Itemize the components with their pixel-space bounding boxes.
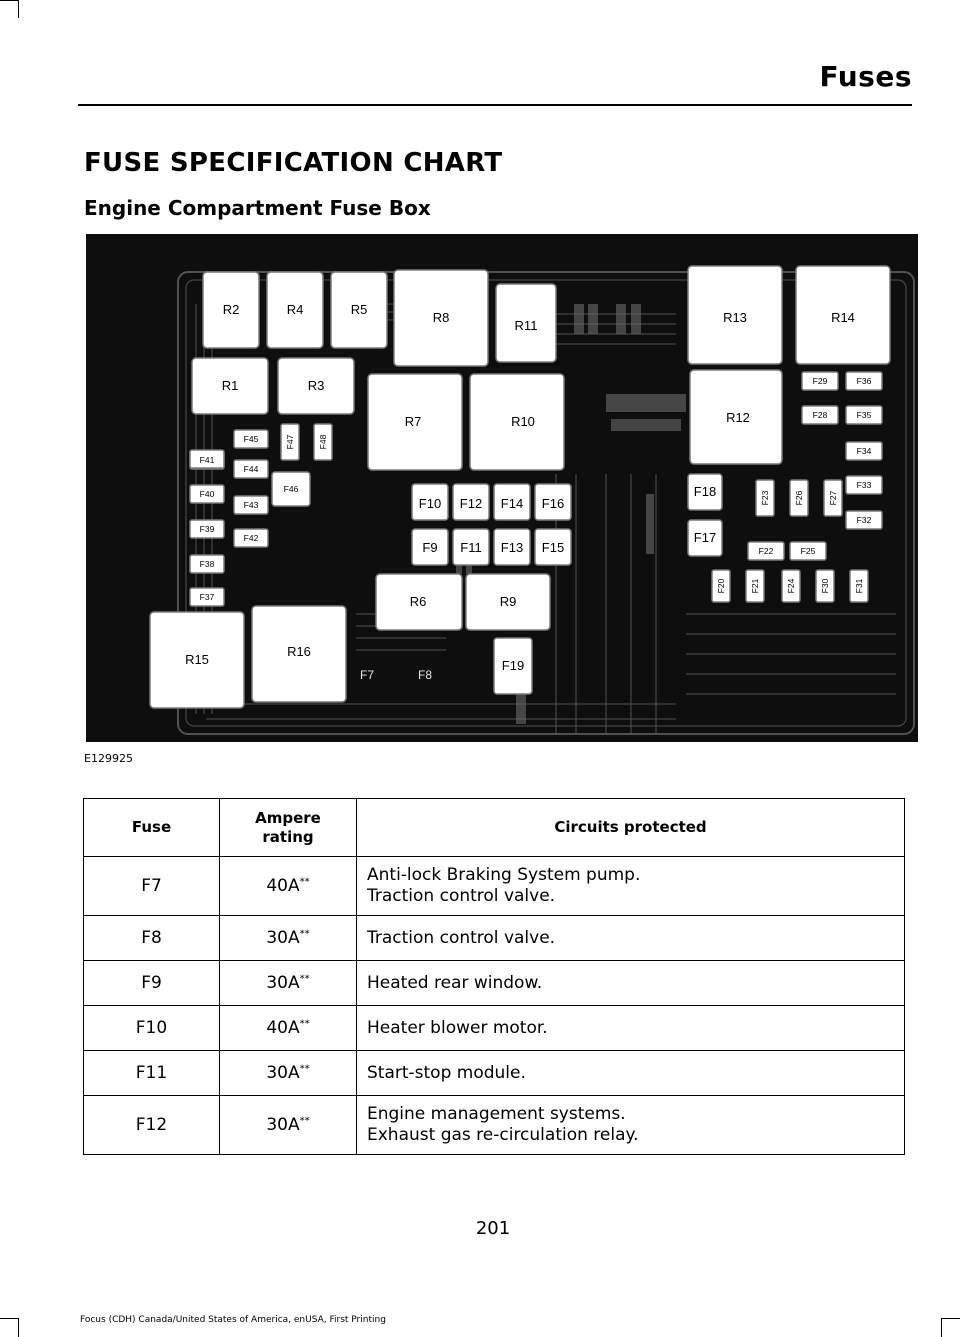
fuse-label: F15 — [541, 540, 565, 555]
header-ampere — [220, 799, 357, 857]
fuse-label: F8 — [417, 668, 433, 682]
figure-id: E129925 — [84, 752, 133, 765]
relay-label: R12 — [726, 410, 750, 425]
amps-cell: 30A** — [220, 916, 357, 961]
amps-cell: 40A** — [220, 857, 357, 916]
fuse-label: F32 — [856, 515, 872, 525]
table-row — [84, 1096, 905, 1155]
header-ampere-line1: Ampere — [255, 808, 321, 827]
relay-label: R1 — [221, 378, 239, 393]
fuse-label: F47 — [285, 434, 295, 450]
fuse-label: F41 — [199, 455, 215, 465]
fuse-label: F48 — [318, 434, 328, 450]
circuits-cell: Anti-lock Braking System pump. Traction control valve. — [357, 857, 905, 916]
fuse-label: F46 — [283, 484, 299, 494]
fuse-label: F16 — [541, 496, 565, 511]
fuse-label: F28 — [812, 410, 828, 420]
table-row — [84, 1006, 905, 1051]
header-fuse: Fuse — [84, 799, 220, 857]
table-row — [84, 857, 905, 916]
relay-label: R15 — [185, 652, 209, 667]
fuse-label: F12 — [459, 496, 483, 511]
fuse-label: F39 — [199, 524, 215, 534]
fuse-label: F24 — [786, 578, 796, 594]
crop-mark — [0, 0, 18, 1]
amps-cell: 40A** — [220, 1006, 357, 1051]
amps-cell: 30A** — [220, 1096, 357, 1155]
crop-mark — [0, 1318, 18, 1319]
crop-mark — [941, 1318, 942, 1337]
fuse-label: F29 — [812, 376, 828, 386]
fuse-label: F27 — [828, 490, 838, 506]
fuse-label: F13 — [500, 540, 524, 555]
crop-mark — [941, 1318, 960, 1319]
fuse-label: F35 — [856, 410, 872, 420]
fuse-label: F9 — [422, 540, 438, 555]
footer-text: Focus (CDH) Canada/United States of America, enUSA, First Printing — [80, 1315, 386, 1325]
fuse-label: F11 — [460, 540, 482, 555]
relay-label: R7 — [404, 414, 422, 429]
relay-label: R2 — [222, 302, 240, 317]
fuse-label: F25 — [800, 546, 816, 556]
amps-cell: 30A** — [220, 961, 357, 1006]
fuse-label: F44 — [243, 464, 259, 474]
table-row — [84, 916, 905, 961]
relay-label: R13 — [723, 310, 747, 325]
fuse-label: F17 — [693, 530, 717, 545]
circuits-cell: Traction control valve. — [357, 916, 905, 961]
relay-label: R5 — [350, 302, 368, 317]
fuse-box-diagram — [86, 234, 918, 742]
fuse-label: F26 — [794, 490, 804, 506]
relay-label: R4 — [286, 302, 304, 317]
circuits-cell: Start-stop module. — [357, 1051, 905, 1096]
fuse-cell: F7 — [84, 857, 220, 916]
fuse-label: F31 — [854, 578, 864, 594]
fuse-cell: F11 — [84, 1051, 220, 1096]
fuse-label: F7 — [359, 668, 375, 682]
page-number: 201 — [475, 1218, 511, 1239]
fuse-spec-table — [83, 798, 905, 1155]
fuse-label: F30 — [820, 578, 830, 594]
crop-mark — [18, 1318, 19, 1337]
fuse-label: F43 — [243, 500, 259, 510]
fuse-label: F10 — [418, 496, 442, 511]
fuse-label: F18 — [693, 484, 717, 499]
fuse-label: F22 — [758, 546, 774, 556]
relay-label: R16 — [287, 644, 311, 659]
relay-label: R3 — [307, 378, 325, 393]
fuse-label: F33 — [856, 480, 872, 490]
fuse-label: F40 — [199, 489, 215, 499]
fuse-label: F20 — [716, 578, 726, 594]
fuse-label: F37 — [199, 592, 215, 602]
relay-label: R8 — [432, 310, 450, 325]
header-circuits: Circuits protected — [357, 799, 905, 857]
fuse-label: F36 — [856, 376, 872, 386]
fuse-label: F42 — [243, 533, 259, 543]
header-rule — [78, 104, 912, 106]
relay-label: R10 — [511, 414, 535, 429]
relay-label: R11 — [514, 318, 538, 333]
fuse-label: F45 — [243, 434, 259, 444]
table-row — [84, 1051, 905, 1096]
table-header-row — [84, 799, 905, 857]
fuse-cell: F9 — [84, 961, 220, 1006]
circuits-cell: Heated rear window. — [357, 961, 905, 1006]
relay-label: R14 — [831, 310, 855, 325]
fuse-label: F34 — [856, 446, 872, 456]
circuits-cell: Heater blower motor. — [357, 1006, 905, 1051]
running-title: Fuses — [819, 60, 912, 93]
fuse-label: F38 — [199, 559, 215, 569]
fuse-cell: F12 — [84, 1096, 220, 1155]
fuse-label: F23 — [760, 490, 770, 506]
relay-label: R6 — [409, 594, 427, 609]
fuse-cell: F8 — [84, 916, 220, 961]
section-title: FUSE SPECIFICATION CHART — [84, 148, 503, 178]
fuse-cell: F10 — [84, 1006, 220, 1051]
fuse-label: F21 — [750, 578, 760, 594]
circuits-cell: Engine management systems. Exhaust gas re-circulation relay. — [357, 1096, 905, 1155]
relay-label: R9 — [499, 594, 517, 609]
fuse-label: F14 — [500, 496, 524, 511]
table-row — [84, 961, 905, 1006]
crop-mark — [18, 0, 19, 18]
amps-cell: 30A** — [220, 1051, 357, 1096]
section-subtitle: Engine Compartment Fuse Box — [84, 196, 431, 220]
fuse-label: F19 — [501, 658, 525, 673]
header-ampere-line2: rating — [262, 827, 314, 846]
